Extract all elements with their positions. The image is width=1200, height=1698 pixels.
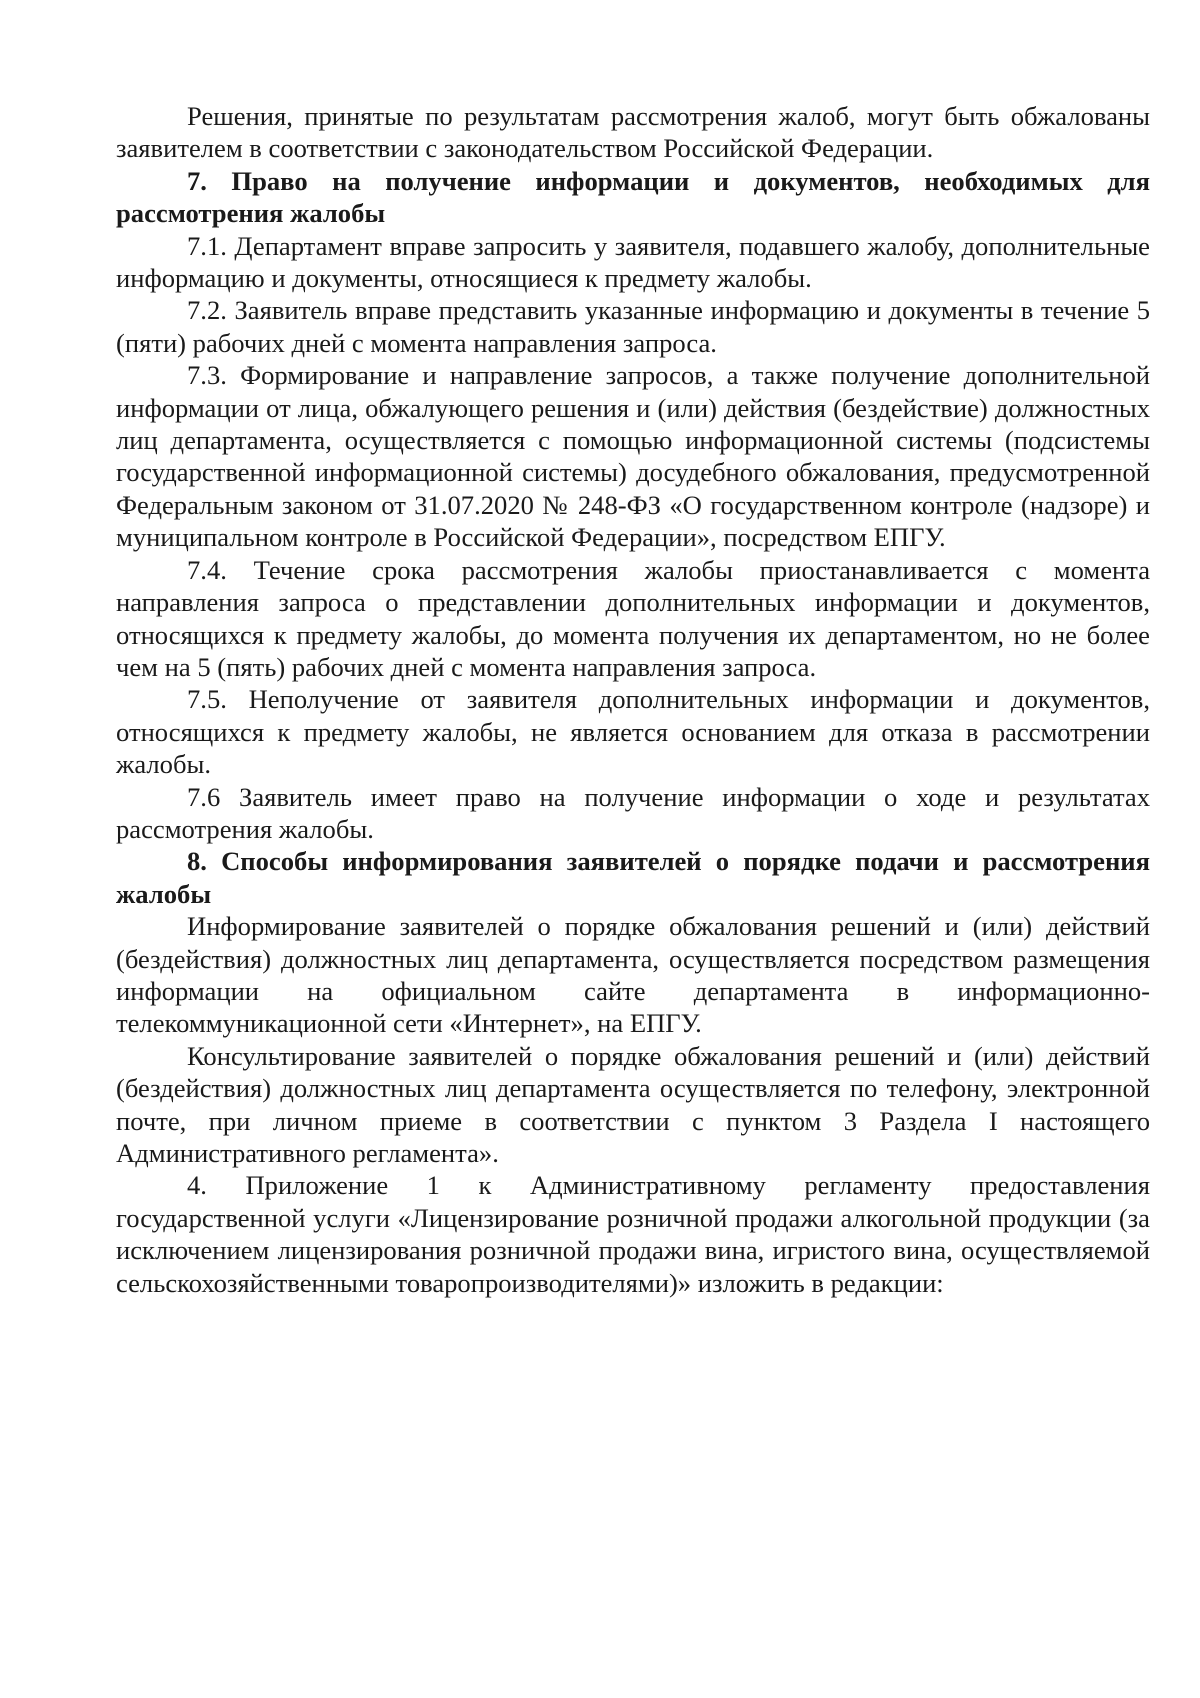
- paragraph-7-4: 7.4. Течение срока рассмотрения жалобы приостанавливается с момента направления запроса о представлении дополнительных информации и документов, относящихся к предмету жалобы, до момента получения их департаментом, но не более чем на 5 (пять) рабочих дней с момента направления запроса.: [116, 554, 1150, 682]
- paragraph-4-appendix: 4. Приложение 1 к Административному регламенту предоставления государственной услуги «Лицензирование розничной продажи алкогольной продукции (за исключением лицензирования розничной продажи вина, игристого вина, осуществляемой сельскохозяйственными товаропроизводителями)» изложить в редакции:: [116, 1170, 1150, 1298]
- paragraph-7-6: 7.6 Заявитель имеет право на получение информации о ходе и результатах рассмотрения жалобы.: [116, 781, 1150, 844]
- document-body: [116, 100, 1150, 1299]
- paragraph-7-2: 7.2. Заявитель вправе представить указанные информацию и документы в течение 5 (пяти) рабочих дней с момента направления запроса.: [116, 295, 1150, 358]
- paragraph-decisions-appeal: Решения, принятые по результатам рассмотрения жалоб, могут быть обжалованы заявителем в соответствии с законодательством Российской Федерации.: [116, 101, 1150, 164]
- paragraph-8-consulting: Консультирование заявителей о порядке обжалования решений и (или) действий (бездействия) должностных лиц департамента осуществляется по телефону, электронной почте, при личном приеме в соответствии с пунктом 3 Раздела I настоящего Административного регламента».: [116, 1040, 1150, 1168]
- paragraph-8-informing: Информирование заявителей о порядке обжалования решений и (или) действий (бездействия) должностных лиц департамента, осуществляется посредством размещения информации на официальном сайте департамента в информационно-телекоммуникационной сети «Интернет», на ЕПГУ.: [116, 911, 1150, 1039]
- paragraph-7-3: 7.3. Формирование и направление запросов, а также получение дополнительной информации от лица, обжалующего решения и (или) действия (бездействие) должностных лиц департамента, осуществляется с помощью информационной системы (подсистемы государственной информационной системы) досудебного обжалования, предусмотренной Федеральным законом от 31.07.2020 № 248-ФЗ «О государственном контроле (надзоре) и муниципальном контроле в Российской Федерации», посредством ЕПГУ.: [116, 360, 1150, 553]
- paragraph-7-5: 7.5. Неполучение от заявителя дополнительных информации и документов, относящихся к предмету жалобы, не является основанием для отказа в рассмотрении жалобы.: [116, 684, 1150, 780]
- paragraph-7-1: 7.1. Департамент вправе запросить у заявителя, подавшего жалобу, дополнительные информацию и документы, относящиеся к предмету жалобы.: [116, 230, 1150, 294]
- section-heading-8: 8. Способы информирования заявителей о порядке подачи и рассмотрения жалобы: [116, 846, 1150, 909]
- section-heading-7: 7. Право на получение информации и документов, необходимых для рассмотрения жалобы: [116, 165, 1150, 229]
